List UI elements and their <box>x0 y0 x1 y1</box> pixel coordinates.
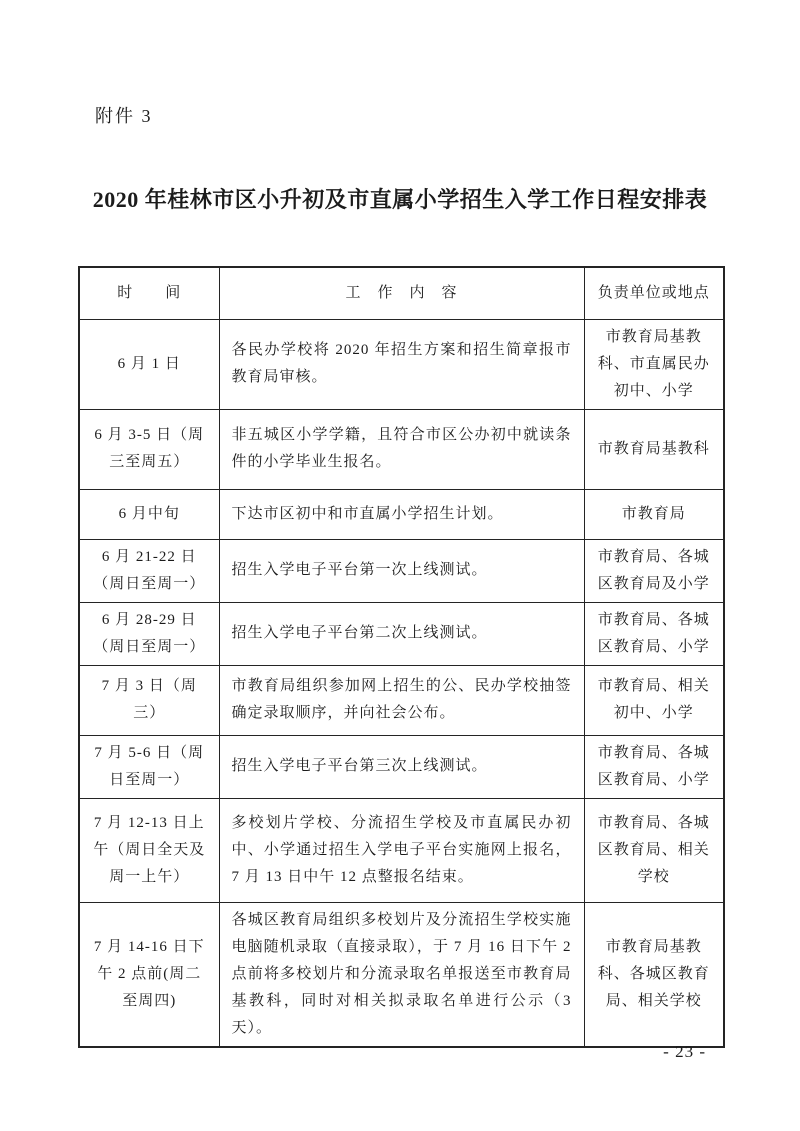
unit-cell: 市教育局基教科、各城区教育局、相关学校 <box>584 902 724 1047</box>
unit-cell: 市教育局、各城区教育局及小学 <box>584 539 724 602</box>
header-unit: 负责单位或地点 <box>584 267 724 319</box>
table-row <box>79 319 724 409</box>
unit-cell: 市教育局、各城区教育局、小学 <box>584 602 724 665</box>
content-cell: 各民办学校将 2020 年招生方案和招生简章报市教育局审核。 <box>219 319 584 409</box>
table-row <box>79 489 724 539</box>
attachment-label: 附件 3 <box>95 106 153 126</box>
header-content: 工 作 内 容 <box>219 267 584 319</box>
header-time: 时 间 <box>79 267 219 319</box>
document-title: 2020 年桂林市区小升初及市直属小学招生入学工作日程安排表 <box>92 187 708 212</box>
time-cell: 6 月 3-5 日（周三至周五） <box>79 409 219 489</box>
time-cell: 6 月 28-29 日（周日至周一） <box>79 602 219 665</box>
unit-cell: 市教育局 <box>584 489 724 539</box>
unit-cell: 市教育局、相关初中、小学 <box>584 665 724 735</box>
time-cell: 7 月 12-13 日上午（周日全天及周一上午） <box>79 798 219 902</box>
table-row <box>79 539 724 602</box>
content-cell: 招生入学电子平台第三次上线测试。 <box>219 735 584 798</box>
content-cell: 各城区教育局组织多校划片及分流招生学校实施电脑随机录取（直接录取），于 7 月 16 日下午 2 点前将多校划片和分流录取名单报送至市教育局基教科，同时对相关拟录取名单进行公示（3 天）。 <box>219 902 584 1047</box>
content-cell: 多校划片学校、分流招生学校及市直属民办初中、小学通过招生入学电子平台实施网上报名，7 月 13 日中午 12 点整报名结束。 <box>219 798 584 902</box>
content-cell: 招生入学电子平台第一次上线测试。 <box>219 539 584 602</box>
time-cell: 6 月 1 日 <box>79 319 219 409</box>
time-cell: 6 月中旬 <box>79 489 219 539</box>
content-cell: 市教育局组织参加网上招生的公、民办学校抽签确定录取顺序，并向社会公布。 <box>219 665 584 735</box>
time-cell: 7 月 5-6 日（周日至周一） <box>79 735 219 798</box>
content-cell: 招生入学电子平台第二次上线测试。 <box>219 602 584 665</box>
content-cell: 非五城区小学学籍，且符合市区公办初中就读条件的小学毕业生报名。 <box>219 409 584 489</box>
time-cell: 7 月 14-16 日下午 2 点前(周二至周四) <box>79 902 219 1047</box>
table-header-row <box>79 267 724 319</box>
unit-cell: 市教育局、各城区教育局、小学 <box>584 735 724 798</box>
time-cell: 6 月 21-22 日（周日至周一） <box>79 539 219 602</box>
table-row <box>79 798 724 902</box>
unit-cell: 市教育局基教科 <box>584 409 724 489</box>
unit-cell: 市教育局基教科、市直属民办初中、小学 <box>584 319 724 409</box>
table-row <box>79 665 724 735</box>
schedule-table <box>78 266 725 1048</box>
table-row <box>79 602 724 665</box>
unit-cell: 市教育局、各城区教育局、相关学校 <box>584 798 724 902</box>
table-row <box>79 409 724 489</box>
table-row <box>79 735 724 798</box>
content-cell: 下达市区初中和市直属小学招生计划。 <box>219 489 584 539</box>
time-cell: 7 月 3 日（周三） <box>79 665 219 735</box>
page-number: - 23 - <box>663 1042 706 1061</box>
table-row <box>79 902 724 1047</box>
